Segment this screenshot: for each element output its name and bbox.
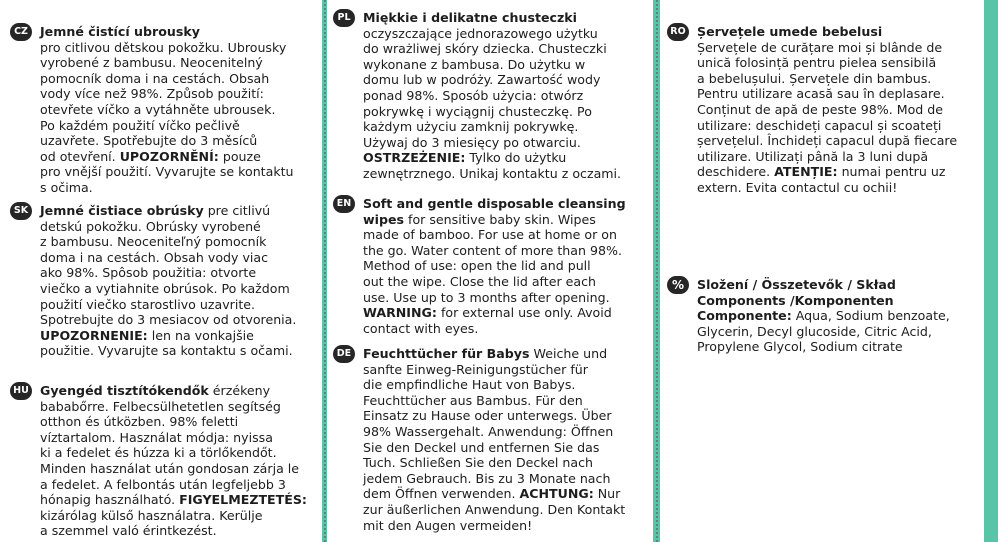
section-body: Șervețele de curățare moi și blânde de unică folosință pentru pielea sensibilă a bebelușului. Șervețele din bambus. Pentru utilizare acasă sau în deplasare. Conținut de apă de peste 98%. Mod de utilizare: deschideți capacul și scoateți șervețelul. Închideți capacul după fiecare utilizare. Utilizați până la 3 luni după deschidere. [697, 39, 958, 180]
dotted-divider [656, 0, 658, 542]
warning-text: kizárólag külső használatra. Kerülje a szemmel való érintkezést. [40, 507, 263, 539]
warning-label: UPOZORNĚNÍ: [119, 148, 219, 164]
section-hu [10, 383, 322, 539]
section-ro [667, 24, 983, 196]
warning-label: FIGYELMEZTETÉS: [179, 492, 307, 508]
section-en [333, 196, 653, 336]
section-title: Feuchttücher für Babys [363, 346, 530, 361]
green-edge [984, 0, 998, 542]
section-text [333, 10, 653, 182]
section-text [667, 277, 983, 355]
section-body: for sensitive baby skin. Wipes made of bamboo. For use at home or on the go. Water content of more than 98%. Method of use: open the lid and pull out the wipe. Close the lid after each use. Use up to 3 months after opening. [363, 211, 622, 305]
section-title: Jemné čistiace obrúsky [40, 203, 204, 218]
section-text [333, 196, 653, 336]
warning-label: OSTRZEŻENIE: [363, 150, 466, 166]
section-body: Weiche und sanfte Einweg-Reinigungstücher für die empfindliche Haut von Babys. Feuchttücher aus Bambus. Für den Einsatz zu Hause oder unterwegs. Über 98% Wassergehalt. Anwendung: Öffnen Sie den Deckel und entfernen Sie das Tuch. Schließen Sie den Deckel nach jedem Gebrauch. Bis zu 3 Monate nach dem Öffnen verwenden. [363, 346, 614, 502]
warning-text: numai pentru uz extern. Evita contactul cu ochii! [697, 164, 946, 195]
section-title: Jemné čistící ubrousky [40, 24, 200, 39]
language-badge-cz: CZ [10, 23, 32, 41]
warning-text: pouze pro vnější použití. Vyvarujte se kontaktu s očima. [40, 148, 294, 195]
warning-text: Nur zur äußerlichen Anwendung. Den Kontakt mit den Augen vermeiden! [363, 486, 626, 533]
section-title: Miękkie i delikatne chusteczki [363, 10, 578, 25]
section-composition [667, 277, 983, 355]
warning-label: ACHTUNG: [519, 486, 594, 502]
section-cz [10, 24, 320, 196]
section-text [10, 383, 322, 539]
dotted-divider [324, 0, 326, 542]
percent-icon: % [667, 276, 689, 294]
warning-text: Tylko do użytku zewnętrznego. Unikaj kontaktu z oczami. [363, 150, 622, 181]
section-title: Soft and gentle disposable cleansing wipes [363, 196, 626, 227]
section-de [333, 346, 653, 533]
section-title: Složení / Összetevők / Skład Components /Komponenten Componente: [697, 277, 896, 324]
section-body: érzékeny bababőrre. Felbecsülhetetlen segítség otthon és útközben. 98% feletti víztartalom. Használat módja: nyissa ki a fedelet és húzza ki a törlőkendőt. Minden használat után gondosan zárja le a fedelet. A felbontás után legfeljebb 3 hónapig használható. [40, 383, 300, 508]
section-body: pre citlivú detskú pokožku. Obrúsky vyrobené z bambusu. Neoceniteľný pomocník doma i na cestách. Obsah vody viac ako 98%. Spôsob použitia: otvorte viečko a vytiahnite obrúsok. Po každom použití viečko starostlivo uzavrite. Spotrebujte do 3 mesiacov od otvorenia. [40, 203, 297, 328]
language-badge-ro: RO [667, 23, 689, 41]
section-body: pro citlivou dětskou pokožku. Ubrousky vyrobené z bambusu. Neocenitelný pomocník doma i na cestách. Obsah vody více než 98%. Způsob použití: otevřete víčko a vytáhněte ubrousek. Po každém použití víčko pečlivě uzavřete. Spotřebujte do 3 měsíců od otevření. [40, 39, 287, 164]
warning-label: ATENȚIE: [774, 164, 838, 180]
section-title: Șervețele umede bebelusi [697, 24, 883, 39]
warning-text: len na vonkajšie použitie. Vyvarujte sa kontaktu s očami. [40, 327, 293, 359]
section-title: Gyengéd tisztítókendők [40, 383, 209, 398]
section-text [10, 24, 320, 196]
section-text [667, 24, 983, 196]
language-badge-pl: PL [333, 9, 355, 27]
language-badge-sk: SK [10, 202, 32, 220]
language-badge-hu: HU [10, 382, 32, 400]
language-badge-de: DE [333, 345, 355, 363]
section-text [333, 346, 653, 533]
section-text [10, 203, 320, 359]
section-sk [10, 203, 320, 359]
warning-label: WARNING: [363, 305, 437, 321]
section-body: oczyszczające jednorazowego użytku do wrażliwej skóry dziecka. Chusteczki wykonane z bambusa. Do użytku w domu lub w podróży. Zawartość wody ponad 98%. Sposób użycia: otwórz pokrywkę i wyciągnij chusteczkę. Po każdym użyciu zamknij pokrywkę. Używaj do 3 miesięcy po otwarciu. [363, 25, 607, 150]
section-pl [333, 10, 653, 182]
warning-text: for external use only. Avoid contact with eyes. [363, 305, 612, 336]
ingredients-list: Aqua, Sodium benzoate, Glycerin, Decyl glucoside, Citric Acid, Propylene Glycol, Sodium citrate [697, 308, 950, 355]
language-badge-en: EN [333, 195, 355, 213]
warning-label: UPOZORNENIE: [40, 327, 148, 343]
